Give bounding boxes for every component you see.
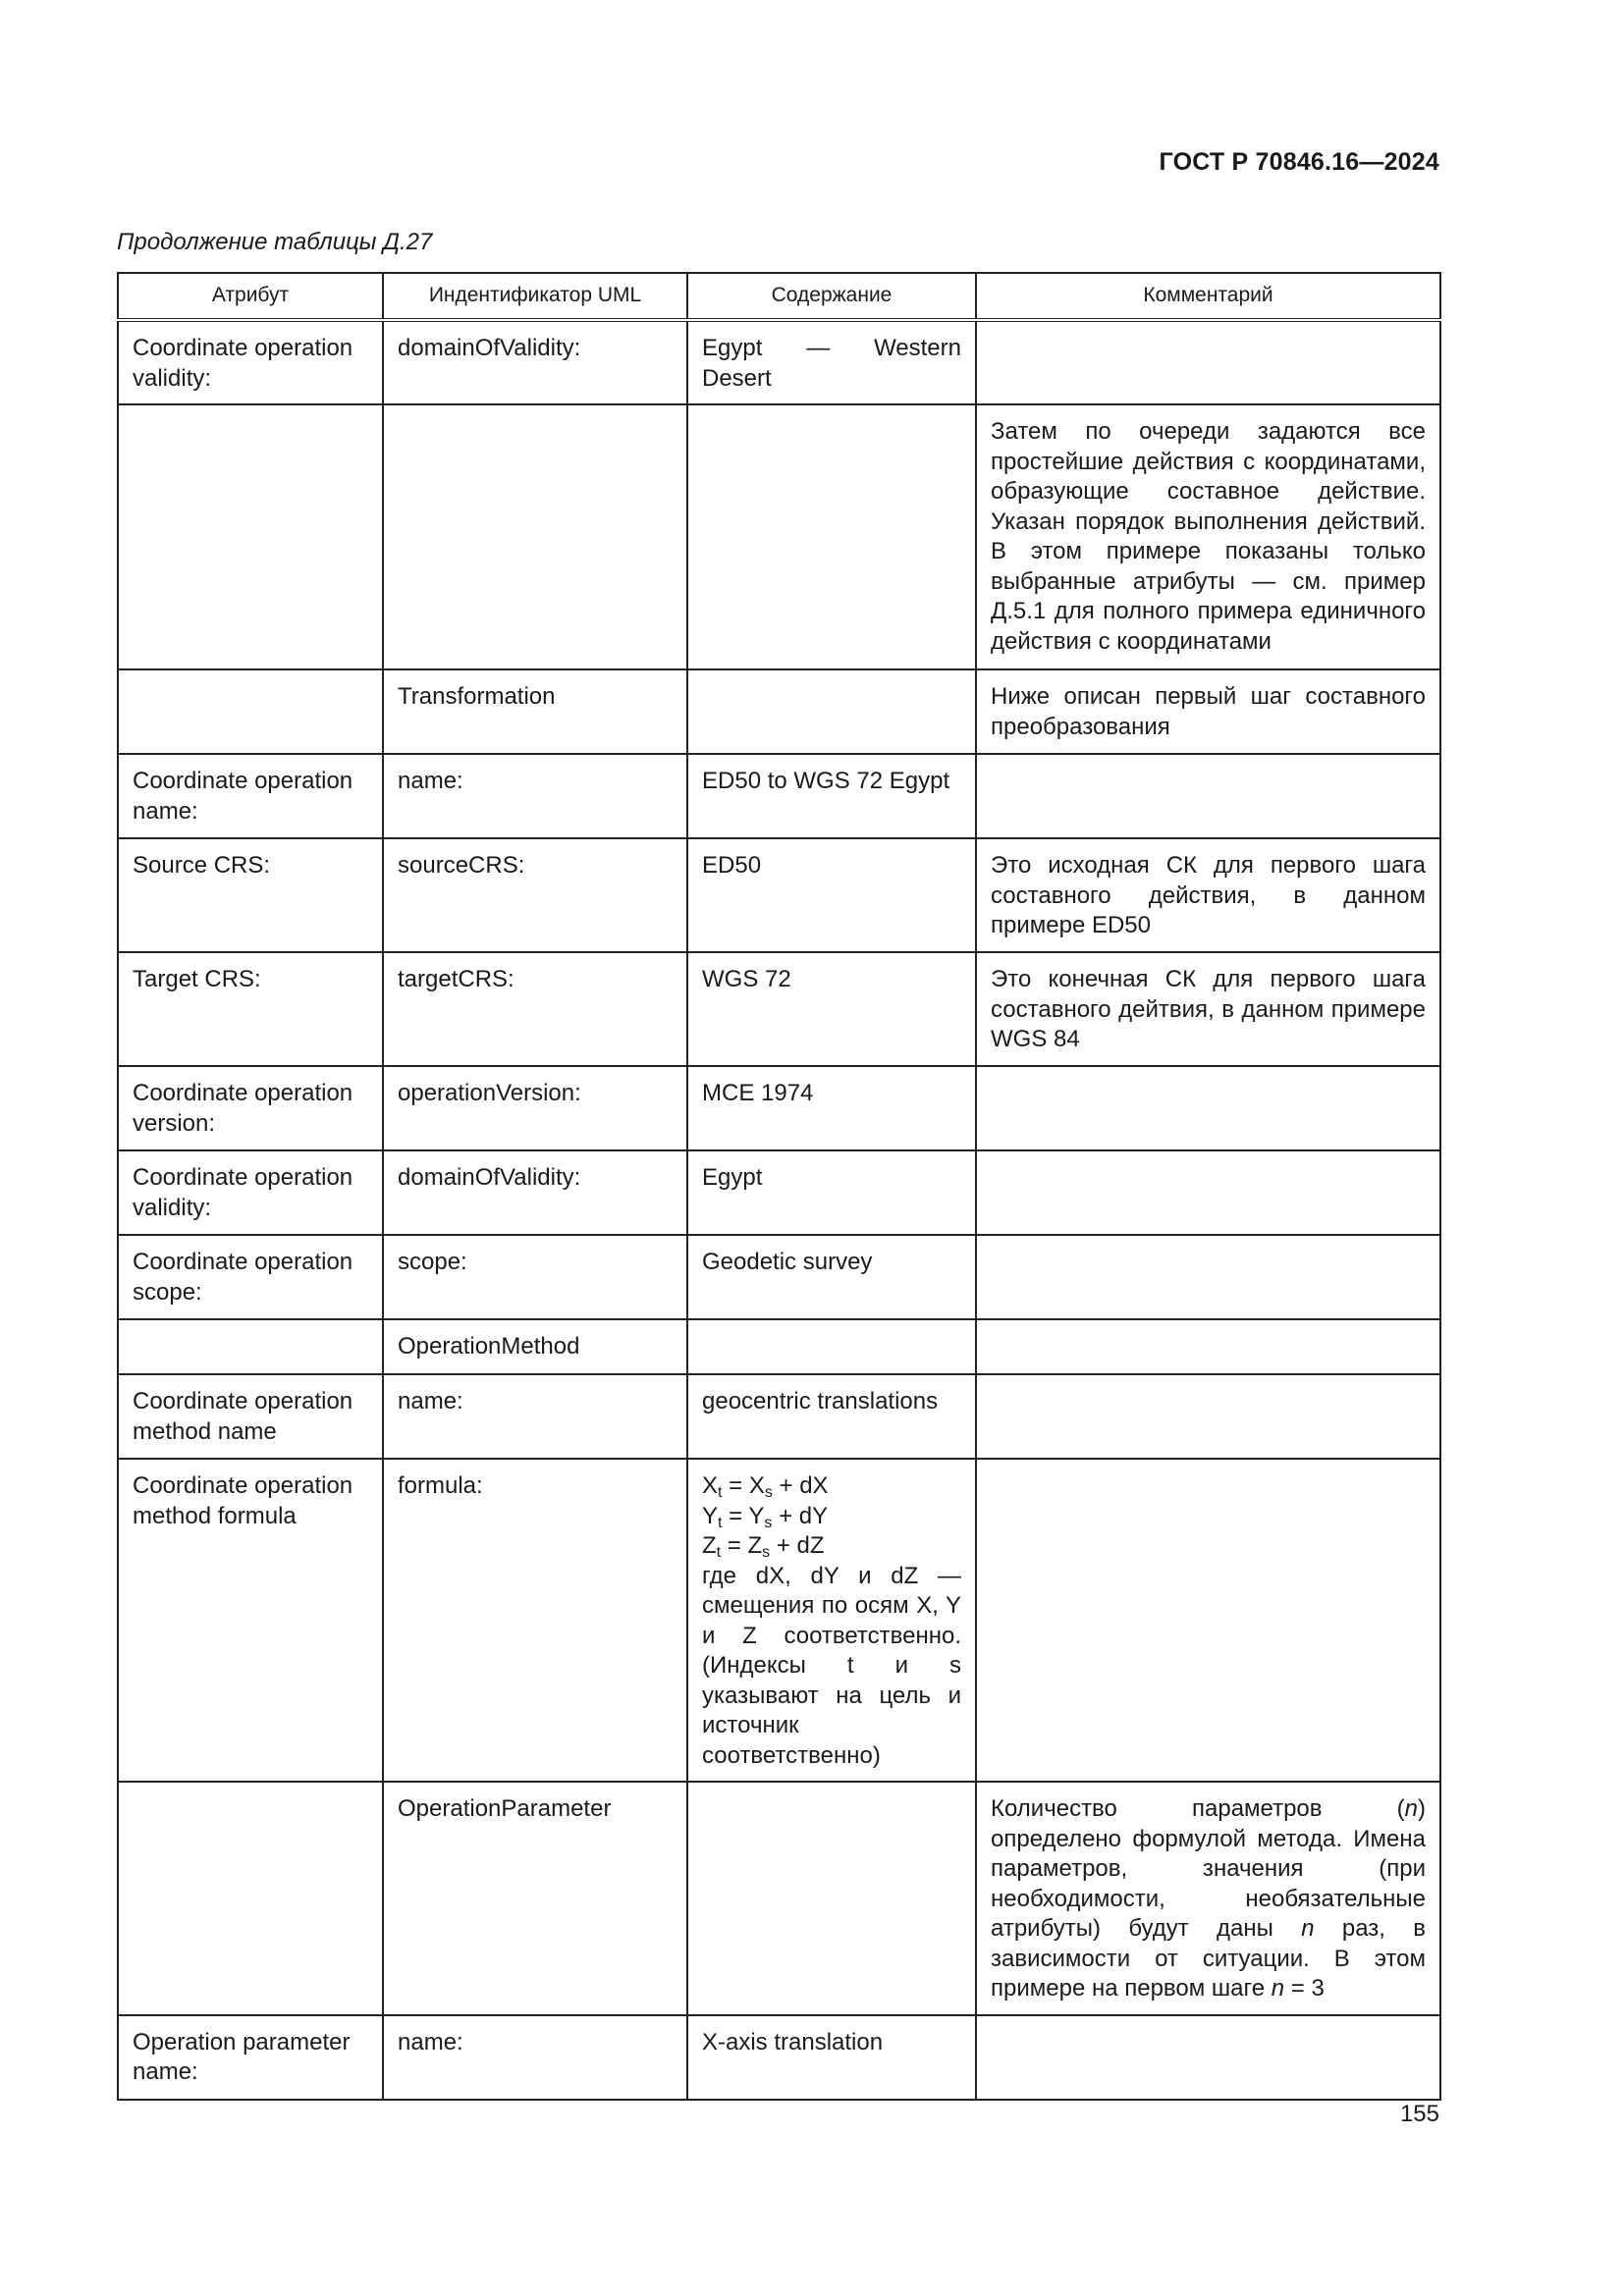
cell-uml (383, 404, 687, 669)
cell-attribute (118, 1319, 383, 1374)
cell-attribute: Coordinate operation validity: (118, 1150, 383, 1235)
table-row (118, 2015, 1440, 2100)
cell-comment: Ниже описан первый шаг составного преобразования (976, 669, 1440, 754)
cell-attribute: Source CRS: (118, 838, 383, 952)
cell-uml: formula: (383, 1459, 687, 1782)
table-row (118, 669, 1440, 754)
table-header-row (118, 273, 1440, 320)
cell-uml: Transformation (383, 669, 687, 754)
standard-number: ГОСТ Р 70846.16—2024 (1159, 148, 1439, 176)
cell-comment: Затем по очереди задаются все простейшие действия с координатами, образующие составное действие. Указан порядок выполнения действий. В этом примере показаны только выбранные атрибуты — см. пример Д.5.1 для полного примера единичного действия с координатами (976, 404, 1440, 669)
cell-comment: Это конечная СК для первого шага составного дейтвия, в данном примере WGS 84 (976, 952, 1440, 1066)
table-row (118, 404, 1440, 669)
cell-comment (976, 1066, 1440, 1150)
cell-content (687, 404, 976, 669)
cell-content: Geodetic survey (687, 1235, 976, 1319)
column-header-comment: Комментарий (976, 273, 1440, 320)
cell-comment (976, 1319, 1440, 1374)
cell-comment (976, 1235, 1440, 1319)
cell-uml: name: (383, 2015, 687, 2100)
cell-attribute: Coordinate operation method formula (118, 1459, 383, 1782)
table-caption: Продолжение таблицы Д.27 (117, 229, 433, 255)
table-row (118, 1235, 1440, 1319)
table-row (118, 1374, 1440, 1459)
formula-line-z: $Z_t = Z_s$ + dZ (702, 1532, 825, 1561)
table-row (118, 754, 1440, 838)
cell-content: Egypt (687, 1150, 976, 1235)
cell-content: geocentric translations (687, 1374, 976, 1459)
cell-content: ED50 to WGS 72 Egypt (687, 754, 976, 838)
cell-attribute (118, 1782, 383, 2015)
column-header-uml-identifier: Индентификатор UML (383, 273, 687, 320)
cell-attribute (118, 404, 383, 669)
table-row (118, 1319, 1440, 1374)
page-number: 155 (1399, 2101, 1439, 2127)
table-row (118, 1782, 1440, 2015)
cell-comment: Это исходная СК для первого шага составного действия, в данном примере ED50 (976, 838, 1440, 952)
cell-comment (976, 1459, 1440, 1782)
cell-comment (976, 1374, 1440, 1459)
cell-attribute: Coordinate operation version: (118, 1066, 383, 1150)
cell-uml: OperationMethod (383, 1319, 687, 1374)
cell-attribute: Coordinate operation name: (118, 754, 383, 838)
table-row (118, 1066, 1440, 1150)
cell-comment (976, 754, 1440, 838)
attributes-table (117, 272, 1441, 2101)
cell-attribute: Target CRS: (118, 952, 383, 1066)
table-row (118, 1459, 1440, 1782)
table-row (118, 320, 1440, 404)
cell-content (687, 669, 976, 754)
cell-content: MCE 1974 (687, 1066, 976, 1150)
cell-content (687, 1782, 976, 2015)
cell-attribute: Coordinate operation method name (118, 1374, 383, 1459)
cell-uml: targetCRS: (383, 952, 687, 1066)
formula-line-x: $X_t = X_s$ + dX (702, 1472, 829, 1501)
table-row (118, 952, 1440, 1066)
formula-line-y: $Y_t = Y_s$ + dY (702, 1502, 829, 1531)
cell-content: Egypt — Western Desert (687, 320, 976, 404)
table-row (118, 838, 1440, 952)
cell-comment (976, 1150, 1440, 1235)
cell-uml: sourceCRS: (383, 838, 687, 952)
cell-content: WGS 72 (687, 952, 976, 1066)
cell-content-formula (687, 1459, 976, 1782)
cell-uml: name: (383, 1374, 687, 1459)
cell-uml: OperationParameter (383, 1782, 687, 2015)
cell-uml: domainOfValidity: (383, 320, 687, 404)
cell-attribute: Coordinate operation scope: (118, 1235, 383, 1319)
column-header-content: Содержание (687, 273, 976, 320)
cell-content: ED50 (687, 838, 976, 952)
cell-attribute (118, 669, 383, 754)
table-row (118, 1150, 1440, 1235)
cell-uml: operationVersion: (383, 1066, 687, 1150)
cell-attribute: Coordinate operation validity: (118, 320, 383, 404)
cell-content: X-axis translation (687, 2015, 976, 2100)
cell-comment-parameters: Количество параметров (n) определено формулой метода. Имена параметров, значения (при необходимости, необязательные атрибуты) будут даны n раз, в зависимости от ситуации. В этом примере на первом шаге n = 3 (976, 1782, 1440, 2015)
formula-note: где dX, dY и dZ — смещения по осям X, Y и Z соответственно. (Индексы t и s указывают на цель и источник соответственно) (702, 1562, 961, 1769)
cell-comment (976, 320, 1440, 404)
cell-uml: scope: (383, 1235, 687, 1319)
cell-uml: name: (383, 754, 687, 838)
column-header-attribute: Атрибут (118, 273, 383, 320)
cell-comment (976, 2015, 1440, 2100)
cell-uml: domainOfValidity: (383, 1150, 687, 1235)
cell-attribute: Operation parameter name: (118, 2015, 383, 2100)
cell-content (687, 1319, 976, 1374)
